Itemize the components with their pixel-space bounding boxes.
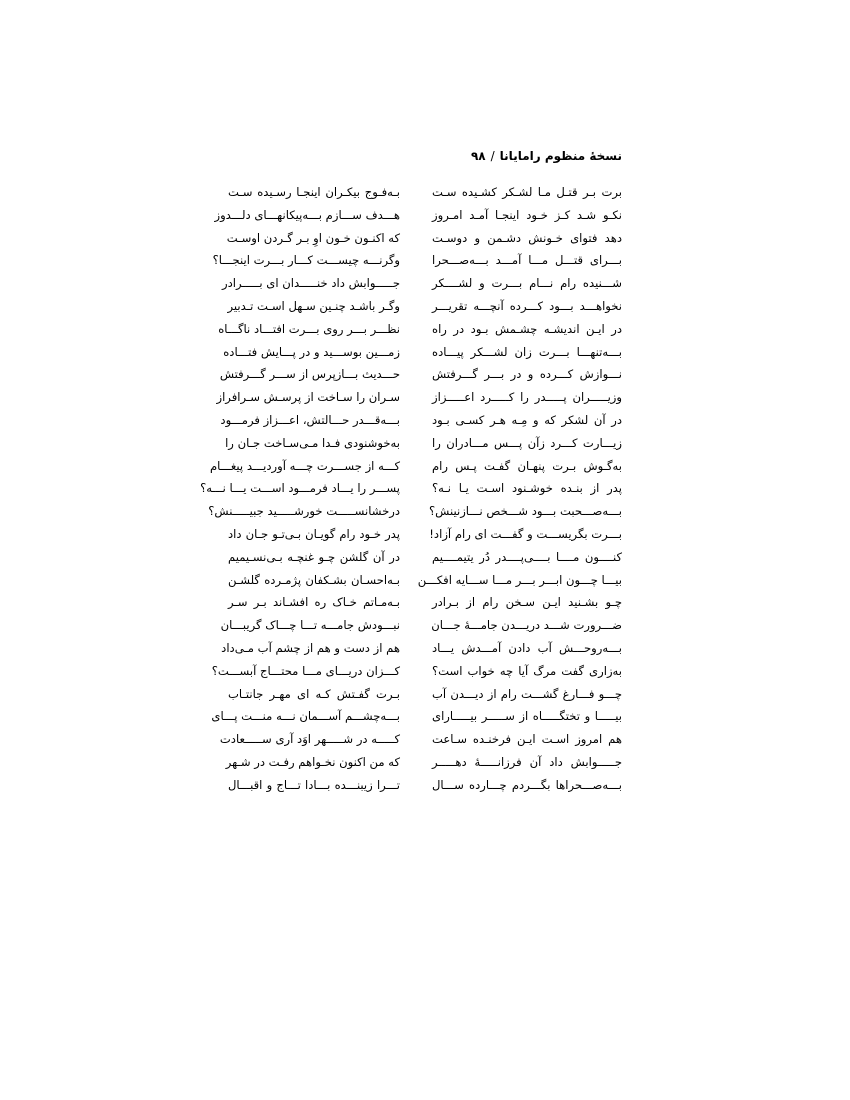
verse-column-right: [417, 181, 622, 797]
verse-line: کـــزان دریـــای مـــا محتـــاج آبســـت؟: [211, 663, 400, 678]
verse-line: بـرت گفـتش کـه ای مهـر جانتـاب: [228, 686, 400, 701]
verse-line: پســـر را یـــاد فرمـــود اســـت یـــا نـــه؟: [200, 481, 400, 496]
verse-line: نظـــر بـــر روی بـــرت افتـــاد ناگـــاه: [218, 321, 400, 336]
verse-column-left: [200, 181, 400, 797]
verse-line: زمـــین بوســـید و در پـــایش فتـــاده: [223, 344, 400, 359]
verse-line: هم از دست و هم از چشم آب مـی‌داد: [221, 640, 400, 655]
verse-line: به‌گـوش بـرت پنهـان گفـت پـس رام: [432, 458, 622, 473]
verse-line: بـــه‌صـــحراها بگـــردم چـــارده ســـال: [432, 777, 622, 792]
page-number: ۹۸: [470, 149, 486, 163]
verse-line: بـه‌فـوج بیکـران اینجـا رسـیده سـت: [228, 185, 400, 199]
verse-line: کنــــون مــــا بــــی‌پــــدر دُر یتیمــــیم: [432, 549, 622, 564]
verse-line: حـــدیث بـــازپرس از ســـر گـــرفتش: [219, 367, 400, 382]
verse-line: شـــنیده رام نـــام بـــرت و لشــــکر: [432, 276, 622, 291]
verse-line: جـــــوابش داد آن فرزانـــــهٔ دهـــــر: [432, 754, 622, 769]
verse-line: سـران را سـاخت از پرسـش سـرافراز: [216, 390, 400, 405]
verse-line: بـــه‌روحـــش آب دادن آمـــدش یـــاد: [432, 640, 622, 655]
verse-line: وگـر باشـد چنـین سـهل اسـت تـدبیر: [227, 298, 400, 313]
verse-line: نبـــودش جامـــه تـــا چـــاک گریبـــان: [220, 618, 400, 633]
verse-line: چـــو فـــارغ گشـــت رام از دیـــدن آب: [432, 686, 622, 701]
verse-line: کـــــه در شـــــهر اوَد آری ســـــعادت: [219, 732, 400, 747]
verse-line: بـــرای قتـــل مـــا آمـــد بـــه‌صـــحرا: [432, 253, 622, 268]
verse-line: ضـــرورت شـــد دریـــدن جامـــهٔ جـــان: [431, 618, 622, 633]
verse-line: جـــــوابش داد خنـــــدان ای بـــــرادر: [221, 276, 400, 291]
verse-line: درخشانســـــت خورشـــــید جبیـــــنش؟: [208, 504, 400, 519]
verse-line: چـو بشـنید ایـن سـخن رام از بـرادر: [432, 595, 622, 610]
header-separator: /: [490, 149, 495, 163]
verse-line: به‌خوشنودی فـدا مـی‌سـاخت جـان را: [225, 435, 400, 450]
verse-line: در آن لشکر که و مِـه هـر کسـی بـود: [432, 412, 622, 427]
verse-line: بـــه‌تنهـــا بـــرت زان لشـــکر پیـــاده: [432, 344, 622, 359]
verse-line: نکـو شـد کـز خـود اینجـا آمـد امـروز: [432, 207, 622, 222]
verse-line: بـــه‌قـــدر حـــالتش، اعـــزاز فرمـــود: [220, 412, 400, 427]
verse-line: پدر از بنـده خوشـنود اسـت یـا نـه؟: [432, 481, 622, 496]
verse-line: که اکنـون خـون اوِ بـر گـردن اوسـت: [226, 230, 400, 245]
verse-line: بیـــا چـــون ابـــر بـــر مـــا ســـایه افکـــن: [417, 572, 622, 587]
verse-line: برت بـر قتـل مـا لشـکر کشـیده سـت: [432, 185, 622, 199]
verse-line: بـــرت بگریســـت و گفـــت ای رام آزاد!: [429, 526, 622, 541]
verse-line: بـــه‌صـــحبت بـــود شـــخص نـــازنینش؟: [429, 504, 622, 519]
verse-line: به‌زاری گفت مرگ آیا چه خواب است؟: [432, 663, 622, 678]
book-title: نسخهٔ منظوم رامایانا: [499, 149, 622, 163]
verse-line: کـــه از جســـرت چـــه آوردیـــد پیغـــام: [209, 458, 400, 473]
verse-line: پدر خـود رام گویـان بـی‌تـو جـان داد: [228, 526, 400, 541]
verse-line: نـــوازش کـــرده و در بـــر گـــرفتش: [432, 367, 622, 382]
verse-line: بـه‌احسـان بشـکفان پژمـرده گلشـن: [228, 572, 400, 587]
verse-line: بـــه‌چشـــم آســـمان نـــه منـــت پـــای: [211, 709, 400, 724]
verse-line: نخواهـــد بـــود کـــرده آنچـــه تقریـــر: [432, 298, 622, 313]
verse-line: زیـــارت کـــرد زآن پـــس مـــادران را: [432, 435, 622, 450]
verse-line: بـه‌مـاتم خـاک ره افشـاند بـر سـر: [228, 595, 400, 610]
verse-line: هم امروز اسـت ایـن فرخنـده سـاعت: [432, 732, 622, 747]
verse-line: که من اکنون نخـواهم رفـت در شـهر: [225, 754, 400, 769]
verse-line: بیـــــا و تختگـــــاه از ســـــر بیـــــارای: [432, 709, 622, 724]
verse-line: هـــدف ســـازم بـــه‌پیکانهـــای دلـــدوز: [214, 207, 400, 222]
verse-line: دهد فتوای خـونش دشـمن و دوسـت: [432, 230, 622, 245]
verse-line: تـــرا زیبنـــده بـــادا تـــاج و اقبـــال: [228, 777, 400, 792]
verse-line: در ایـن اندیشـه چشـمش بـود در راه: [432, 321, 622, 336]
verse-line: در آن گلشن چـو غنچـه بـی‌نسـیمیم: [228, 549, 400, 564]
running-header: [440, 149, 622, 169]
verse-line: وزیـــــران پـــــدر را کـــــرد اعـــــزاز: [432, 390, 622, 405]
verse-line: وگرنـــه چیســـت کـــار بـــرت اینجـــا؟: [212, 253, 400, 268]
